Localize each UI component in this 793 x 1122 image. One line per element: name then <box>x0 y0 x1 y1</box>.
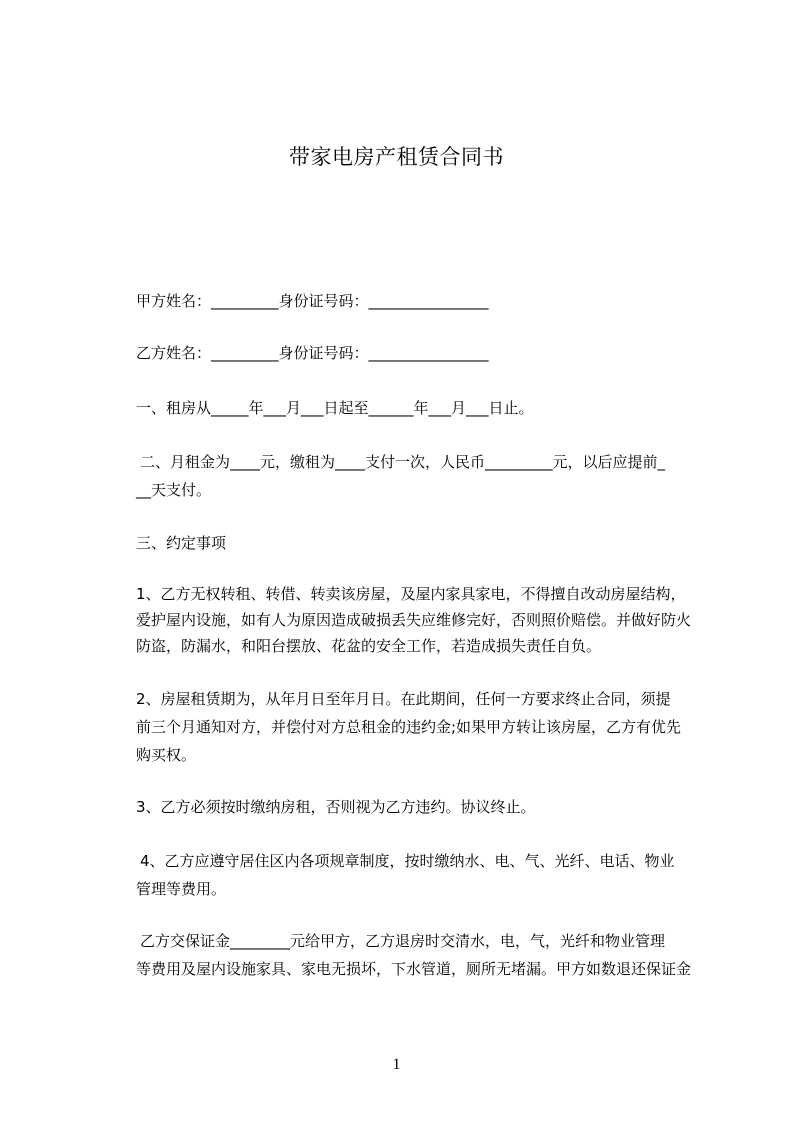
page-number: 1 <box>392 1056 401 1073</box>
item-4-line-2: 管理等费用。 <box>136 880 227 898</box>
clause-2-line-2: __天支付。 <box>136 481 212 499</box>
party-a-line: 甲方姓名：_________身份证号码：________________ <box>136 292 489 310</box>
item-1-line-3: 防盗，防漏水，和阳台摆放、花盆的安全工作，若造成损失责任自负。 <box>136 637 602 655</box>
clause-1-rental-period: 一、租房从_____年___月___日起至______年___月___日止。 <box>136 399 534 417</box>
document-title: 带家电房产租赁合同书 <box>289 145 504 169</box>
clause-3-heading: 三、约定事项 <box>136 534 227 552</box>
clause-2-line-1: 二、月租金为____元，缴租为____支付一次，人民币_________元，以后应提前_ <box>140 453 666 471</box>
item-1-line-2: 爱护屋内设施，如有人为原因造成破损丢失应维修完好，否则照价赔偿。并做好防火 <box>136 611 692 629</box>
item-2-line-3: 购买权。 <box>136 746 197 764</box>
item-1-line-1: 1、乙方无权转租、转借、转卖该房屋，及屋内家具家电，不得擅自改动房屋结构， <box>136 585 686 603</box>
item-3: 3、乙方必须按时缴纳房租，否则视为乙方违约。协议终止。 <box>136 798 536 816</box>
item-2-line-1: 2、房屋租赁期为，从年月日至年月日。在此期间，任何一方要求终止合同，须提 <box>136 690 671 708</box>
party-b-line: 乙方姓名：_________身份证号码：________________ <box>136 344 489 362</box>
item-2-line-2: 前三个月通知对方，并偿付对方总租金的违约金;如果甲方转让该房屋，乙方有优先 <box>136 718 682 736</box>
item-4-line-1: 4、乙方应遵守居住区内各项规章制度，按时缴纳水、电、气、光纤、电话、物业 <box>140 852 675 870</box>
deposit-line-2: 等费用及屋内设施家具、家电无损坏，下水管道，厕所无堵漏。甲方如数退还保证金 <box>136 960 692 978</box>
deposit-line-1: 乙方交保证金________元给甲方，乙方退房时交清水，电，气，光纤和物业管理 <box>140 932 666 950</box>
